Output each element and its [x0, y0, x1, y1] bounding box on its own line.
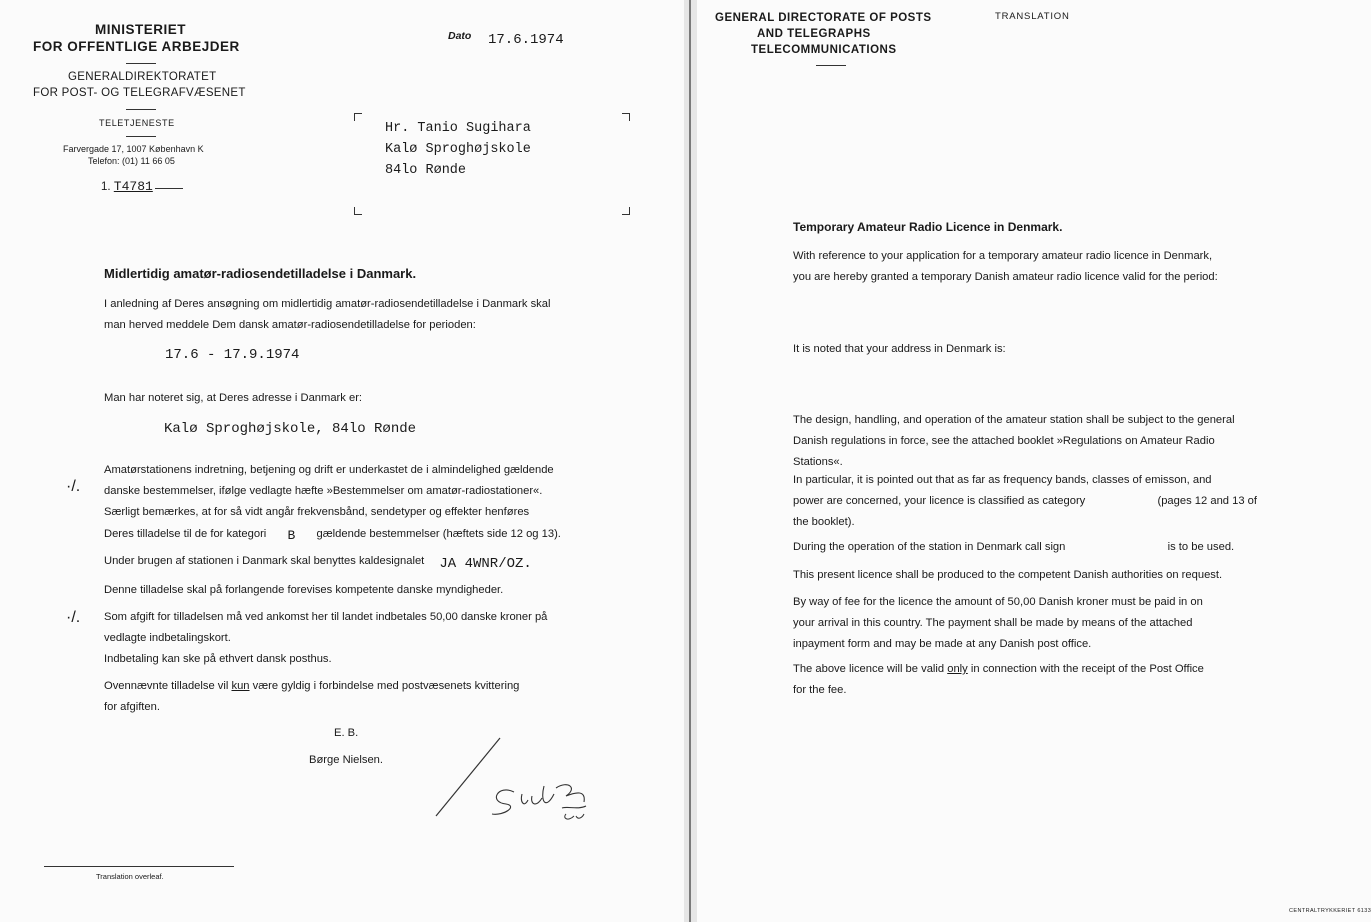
- address-intro: Man har noteret sig, at Deres adresse i Danmark er:: [104, 392, 363, 404]
- fee-line: your arrival in this country. The payment shall be made by means of the attached: [793, 617, 1193, 629]
- window-corner: [622, 113, 630, 121]
- directorate-line-2: FOR POST- OG TELEGRAFVÆSENET: [33, 87, 246, 99]
- date-label: Dato: [448, 30, 472, 42]
- validity-line: for afgiften.: [104, 701, 160, 713]
- footnote: Translation overleaf.: [96, 872, 164, 881]
- danish-letter-page: [0, 0, 684, 922]
- footnote-rule: [44, 866, 234, 867]
- intro-paragraph: [104, 294, 550, 336]
- ministry-line-1: MINISTERIET: [95, 22, 187, 37]
- window-corner: [354, 207, 362, 215]
- eb-mark: E. B.: [334, 727, 359, 739]
- reference-underline: [155, 188, 183, 189]
- callsign-value: JA 4WNR/OZ.: [439, 556, 532, 572]
- translation-validity: [793, 659, 1204, 701]
- signatory-name: Børge Nielsen.: [309, 754, 383, 766]
- regulations-line: Særligt bemærkes, at for så vidt angår frekvensbånd, sendetyper og effekter henføres: [104, 506, 530, 518]
- handwritten-signature: [428, 730, 608, 830]
- validity-line: for the fee.: [793, 684, 847, 696]
- validity-post: in connection with the receipt of the Post Office: [970, 663, 1204, 675]
- translation-callsign: [793, 537, 1234, 558]
- date-value: 17.6.1974: [488, 32, 564, 48]
- regulations-paragraph: [104, 460, 561, 545]
- translation-page: [697, 0, 1371, 922]
- particular-line: [793, 491, 1257, 512]
- ministry-line-2: FOR OFFENTLIGE ARBEJDER: [33, 39, 240, 54]
- validity-line: [793, 659, 1204, 680]
- translation-title: Temporary Amateur Radio Licence in Denmark.: [793, 220, 1063, 234]
- validity-pre: The above licence will be valid: [793, 663, 945, 675]
- divider: [126, 136, 156, 137]
- particular-pre: power are concerned, your licence is classified as category: [793, 495, 1086, 507]
- callsign-post: is to be used.: [1167, 541, 1235, 553]
- translation-header: [715, 10, 932, 58]
- window-corner: [354, 113, 362, 121]
- scan-divider: [689, 0, 691, 922]
- regulations-line: Amatørstationens indretning, betjening og drift er underkastet de i almindelighed gældende: [104, 464, 554, 476]
- margin-mark: ·/.: [66, 478, 81, 495]
- address-line-1: Farvergade 17, 1007 København K: [63, 144, 204, 154]
- letter-title: Midlertidig amatør-radiosendetilladelse i Danmark.: [104, 266, 417, 281]
- header-line: AND TELEGRAPHS: [757, 28, 871, 40]
- category-pre: Deres tilladelse til de for kategori: [104, 528, 267, 540]
- regulations-line: Stations«.: [793, 456, 843, 468]
- reference-value: T4781: [113, 179, 153, 194]
- margin-mark: ·/.: [66, 609, 81, 626]
- translation-particular: [793, 470, 1257, 533]
- recipient-city: 84lo Rønde: [385, 163, 467, 178]
- translation-fee: [793, 592, 1203, 655]
- intro-line: I anledning af Deres ansøgning om midlertidig amatør-radiosendetilladelse i Danmark skal: [104, 298, 551, 310]
- recipient-name: Hr. Tanio Sugihara: [385, 121, 531, 136]
- translation-label: TRANSLATION: [995, 11, 1070, 22]
- regulations-line: danske bestemmelser, ifølge vedlagte hæfte »Bestemmelser om amatør-radiostationer«.: [104, 485, 543, 497]
- directorate-line-1: GENERALDIREKTORATET: [68, 71, 217, 83]
- fee-line: Som afgift for tilladelsen må ved ankomst her til landet indbetales 50,00 danske kroner på: [104, 611, 548, 623]
- translation-regulations: [793, 410, 1235, 473]
- fee-line: Indbetaling kan ske på ethvert dansk posthus.: [104, 653, 332, 665]
- translation-intro: [793, 246, 1218, 288]
- translation-produce: This present licence shall be produced to the competent Danish authorities on request.: [793, 569, 1223, 581]
- recipient-school: Kalø Sproghøjskole: [385, 142, 531, 157]
- validity-pre: Ovennævnte tilladelse vil: [104, 680, 229, 692]
- callsign-line: [104, 551, 532, 572]
- particular-line: In particular, it is pointed out that as far as frequency bands, classes of emisson, and: [793, 474, 1212, 486]
- reference-number: [101, 179, 153, 194]
- licence-period: 17.6 - 17.9.1974: [165, 347, 300, 363]
- callsign-pre: During the operation of the station in Denmark call sign: [793, 541, 1066, 553]
- address-value: Kalø Sproghøjskole, 84lo Rønde: [164, 421, 417, 437]
- translation-address-note: It is noted that your address in Denmark is:: [793, 343, 1006, 355]
- validity-only: only: [947, 663, 968, 675]
- callsign-pre: Under brugen af stationen i Danmark skal benyttes kaldesignalet: [104, 555, 425, 567]
- fee-line: vedlagte indbetalingskort.: [104, 632, 231, 644]
- category-value: B: [287, 528, 296, 543]
- divider: [816, 65, 846, 66]
- validity-line: [104, 676, 519, 697]
- fee-paragraph: [104, 607, 547, 670]
- regulations-line: The design, handling, and operation of the amateur station shall be subject to the general: [793, 414, 1235, 426]
- reference-prefix: 1.: [101, 181, 111, 193]
- address-line-2: Telefon: (01) 11 66 05: [88, 156, 175, 166]
- fee-line: By way of fee for the licence the amount of 50,00 Danish kroner must be paid in on: [793, 596, 1203, 608]
- department-label: TELETJENESTE: [99, 118, 175, 128]
- validity-paragraph: [104, 676, 519, 718]
- produce-line: Denne tilladelse skal på forlangende forevises kompetente danske myndigheder.: [104, 584, 504, 596]
- validity-post: være gyldig i forbindelse med postvæsenets kvittering: [252, 680, 520, 692]
- particular-post: (pages 12 and 13 of: [1157, 495, 1258, 507]
- regulations-line: Danish regulations in force, see the attached booklet »Regulations on Amateur Radio: [793, 435, 1215, 447]
- intro-line: man herved meddele Dem dansk amatør-radiosendetilladelse for perioden:: [104, 319, 476, 331]
- validity-kun: kun: [231, 680, 250, 692]
- recipient-block: [385, 118, 531, 181]
- printer-mark: CENTRALTRYKKERIET 6133: [1289, 908, 1371, 914]
- fee-line: inpayment form and may be made at any Danish post office.: [793, 638, 1092, 650]
- divider: [126, 109, 156, 110]
- divider: [126, 63, 156, 64]
- category-post: gældende bestemmelser (hæftets side 12 og 13).: [316, 528, 561, 540]
- intro-line: With reference to your application for a temporary amateur radio licence in Denmark,: [793, 250, 1213, 262]
- window-corner: [622, 207, 630, 215]
- header-line: GENERAL DIRECTORATE OF POSTS: [715, 12, 932, 24]
- particular-line: the booklet).: [793, 516, 855, 528]
- category-line: [104, 523, 561, 545]
- header-line: TELECOMMUNICATIONS: [751, 44, 897, 56]
- intro-line: you are hereby granted a temporary Danish amateur radio licence valid for the period:: [793, 271, 1218, 283]
